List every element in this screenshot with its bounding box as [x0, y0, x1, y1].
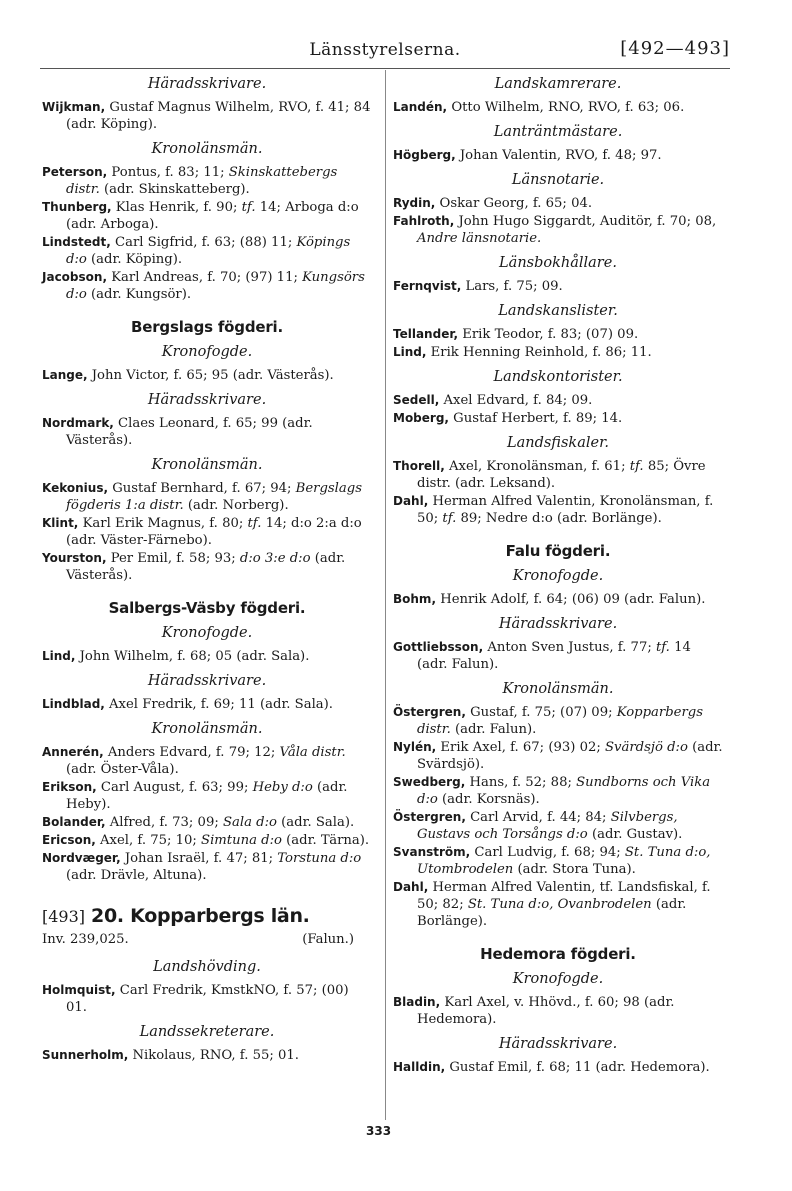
person-surname: Yourston,: [42, 551, 107, 565]
page-header: [40, 38, 730, 64]
entry-rest: (adr. Skinskatteberg).: [99, 182, 250, 197]
page-number: 333: [366, 1124, 392, 1138]
person-entry: [393, 879, 723, 930]
entry-text: Karl Andreas, f. 70; (97) 11;: [107, 270, 303, 285]
entry-italic: Bergslags fögderis 1:a distr.: [66, 481, 362, 513]
entry-italic: tf.: [655, 640, 670, 655]
person-entry: [42, 480, 372, 514]
person-entry: [42, 550, 372, 584]
entry-italic: Sundborns och Vika d:o: [417, 775, 711, 807]
person-entry: [42, 269, 372, 303]
section-heading: Landshövding.: [153, 959, 261, 975]
entry-italic: Torstuna d:o: [277, 851, 362, 866]
person-entry: [42, 367, 372, 384]
section-heading: Landskontorister.: [493, 369, 623, 385]
person-entry: [42, 99, 372, 133]
person-surname: Bohm,: [393, 592, 436, 606]
person-surname: Holmquist,: [42, 983, 116, 997]
entry-italic: Andre länsnotarie.: [417, 231, 542, 246]
person-entry: [393, 704, 723, 738]
person-surname: Nordvæger,: [42, 851, 121, 865]
entry-italic: Heby d:o: [252, 780, 313, 795]
entry-italic: Våla distr.: [279, 745, 346, 760]
entry-rest: 85; Övre distr. (adr. Leksand).: [417, 459, 706, 491]
entry-rest: (adr. Svärdsjö).: [417, 740, 723, 772]
person-entry: [42, 515, 372, 549]
entry-text: Axel Edvard, f. 84; 09.: [439, 393, 593, 408]
person-entry: [393, 195, 723, 212]
person-surname: Sedell,: [393, 393, 440, 407]
column-divider: [385, 70, 386, 1120]
entry-text: Johan Israël, f. 47; 81;: [120, 851, 278, 866]
person-surname: Högberg,: [393, 148, 456, 162]
person-surname: Lind,: [393, 345, 427, 359]
person-entry: [393, 99, 723, 116]
county-page-ref: [493]: [42, 907, 86, 926]
person-entry: [393, 213, 723, 247]
person-surname: Lind,: [42, 649, 76, 663]
person-entry: [393, 591, 723, 608]
entry-rest: (adr. Borlänge).: [417, 897, 687, 929]
section-heading: Kronofogde.: [161, 344, 253, 360]
section-heading: Lanträntmästare.: [493, 124, 623, 140]
person-surname: Dahl,: [393, 880, 429, 894]
entry-text: Claes Leonard, f. 65; 99 (adr. Västerås).: [66, 416, 313, 448]
person-entry: [393, 458, 723, 492]
person-surname: Landén,: [393, 100, 448, 114]
person-entry: [42, 199, 372, 233]
entry-text: Alfred, f. 73; 09;: [105, 815, 223, 830]
entry-text: Gustaf, f. 75; (07) 09;: [465, 705, 617, 720]
entry-italic: Silvbergs, Gustavs och Torsångs d:o: [417, 810, 678, 842]
entry-text: Gustaf Bernhard, f. 67; 94;: [108, 481, 296, 496]
entry-rest: (adr. Drävle, Altuna).: [66, 868, 207, 883]
person-surname: Bolander,: [42, 815, 106, 829]
person-entry: [393, 278, 723, 295]
person-surname: Peterson,: [42, 165, 108, 179]
entry-text: Per Emil, f. 58; 93;: [106, 551, 240, 566]
person-surname: Thorell,: [393, 459, 445, 473]
person-surname: Thunberg,: [42, 200, 112, 214]
entry-text: Anton Sven Justus, f. 77;: [483, 640, 656, 655]
section-heading: Häradsskrivare.: [498, 1036, 618, 1052]
entry-text: Hans, f. 52; 88;: [465, 775, 577, 790]
person-surname: Fahlroth,: [393, 214, 455, 228]
entry-text: Erik Henning Reinhold, f. 86; 11.: [426, 345, 652, 360]
population-line: [42, 931, 372, 951]
entry-text: Karl Erik Magnus, f. 80;: [78, 516, 248, 531]
district-heading: Hedemora fögderi.: [480, 945, 636, 963]
entry-text: Johan Valentin, RVO, f. 48; 97.: [455, 148, 662, 163]
entry-rest: (adr. Falun).: [450, 722, 537, 737]
person-surname: Lindstedt,: [42, 235, 111, 249]
person-entry: [42, 779, 372, 813]
entry-italic: d:o 3:e d:o: [239, 551, 311, 566]
section-heading: Kronolänsmän.: [502, 681, 614, 697]
person-entry: [393, 639, 723, 673]
district-heading: Salbergs-Väsby fögderi.: [108, 599, 306, 617]
entry-text: Axel Fredrik, f. 69; 11 (adr. Sala).: [104, 697, 333, 712]
entry-text: John Hugo Siggardt, Auditör, f. 70; 08,: [454, 214, 717, 229]
entry-italic: Köpings d:o: [66, 235, 351, 267]
section-heading: Kronofogde.: [161, 625, 253, 641]
person-entry: [42, 982, 372, 1016]
section-heading: Kronofogde.: [512, 971, 604, 987]
district-heading: Falu fögderi.: [505, 542, 611, 560]
person-surname: Nordmark,: [42, 416, 114, 430]
entry-italic: Kungsörs d:o: [66, 270, 365, 302]
entry-rest: 14; Arboga d:o (adr. Arboga).: [66, 200, 359, 232]
section-heading: Häradsskrivare.: [498, 616, 618, 632]
entry-text: Erik Teodor, f. 83; (07) 09.: [458, 327, 639, 342]
person-entry: [393, 392, 723, 409]
person-surname: Gottliebsson,: [393, 640, 484, 654]
entry-italic: St. Tuna d:o, Ovanbrodelen: [467, 897, 652, 912]
person-entry: [393, 410, 723, 427]
person-entry: [42, 832, 372, 849]
entry-italic: Sala d:o: [222, 815, 277, 830]
entry-text: Carl Ludvig, f. 68; 94;: [470, 845, 625, 860]
person-surname: Rydin,: [393, 196, 436, 210]
entry-rest: (adr. Öster-Våla).: [66, 762, 179, 777]
entry-rest: (adr. Heby).: [66, 780, 348, 812]
entry-text: Herman Alfred Valentin, tf. Landsfiskal, f. 50; 82;: [417, 880, 711, 912]
person-surname: Jacobson,: [42, 270, 107, 284]
entry-rest: (adr. Köping).: [86, 252, 183, 267]
running-title: Länsstyrelserna.: [309, 40, 461, 60]
person-surname: Östergren,: [393, 705, 466, 719]
entry-text: Otto Wilhelm, RNO, RVO, f. 63; 06.: [447, 100, 685, 115]
entry-rest: (adr. Kungsör).: [86, 287, 192, 302]
person-surname: Moberg,: [393, 411, 449, 425]
person-surname: Ericson,: [42, 833, 96, 847]
section-heading: Landsfiskaler.: [506, 435, 610, 451]
entry-italic: Kopparbergs distr.: [417, 705, 703, 737]
person-surname: Annerén,: [42, 745, 104, 759]
person-surname: Östergren,: [393, 810, 466, 824]
entry-rest: 89; Nedre d:o (adr. Borlänge).: [456, 511, 662, 526]
section-heading: Kronolänsmän.: [151, 141, 263, 157]
entry-italic: tf.: [442, 511, 457, 526]
person-entry: [42, 850, 372, 884]
section-heading: Landskanslister.: [498, 303, 618, 319]
entry-italic: tf.: [247, 516, 262, 531]
entry-text: Erik Axel, f. 67; (93) 02;: [436, 740, 605, 755]
county-heading: [42, 905, 372, 927]
district-heading: Bergslags fögderi.: [131, 318, 283, 336]
entry-rest: 14; d:o 2:a d:o (adr. Väster-Färnebo).: [66, 516, 362, 548]
section-heading: Häradsskrivare.: [147, 392, 267, 408]
person-surname: Dahl,: [393, 494, 429, 508]
entry-text: Anders Edvard, f. 79; 12;: [103, 745, 280, 760]
person-entry: [393, 994, 723, 1028]
person-surname: Halldin,: [393, 1060, 446, 1074]
person-entry: [393, 1059, 723, 1076]
entry-italic: tf.: [241, 200, 256, 215]
person-entry: [42, 164, 372, 198]
person-surname: Erikson,: [42, 780, 97, 794]
entry-text: Henrik Adolf, f. 64; (06) 09 (adr. Falun).: [436, 592, 706, 607]
entry-rest: (adr. Gustav).: [587, 827, 683, 842]
section-heading: Kronolänsmän.: [151, 457, 263, 473]
person-entry: [393, 326, 723, 343]
person-surname: Bladin,: [393, 995, 441, 1009]
section-heading: Häradsskrivare.: [147, 673, 267, 689]
entry-rest: (adr. Tärna).: [281, 833, 370, 848]
entry-rest: (adr. Stora Tuna).: [513, 862, 636, 877]
entry-italic: tf.: [629, 459, 644, 474]
header-rule: [40, 68, 730, 69]
entry-text: Carl Fredrik, KmstkNO, f. 57; (00) 01.: [66, 983, 349, 1015]
section-heading: Landskamrerare.: [494, 76, 622, 92]
entry-rest: 14 (adr. Falun).: [417, 640, 691, 672]
entry-text: Klas Henrik, f. 90;: [111, 200, 242, 215]
person-surname: Sunnerholm,: [42, 1048, 129, 1062]
entry-text: Carl Sigfrid, f. 63; (88) 11;: [110, 235, 297, 250]
entry-rest: (adr. Korsnäs).: [437, 792, 540, 807]
person-surname: Lange,: [42, 368, 88, 382]
entry-rest: (adr. Västerås).: [66, 551, 346, 583]
entry-text: Karl Axel, v. Hhövd., f. 60; 98 (adr. Hedemora).: [417, 995, 675, 1027]
person-surname: Swedberg,: [393, 775, 466, 789]
left-column: [42, 76, 372, 1065]
entry-text: Axel, f. 75; 10;: [95, 833, 202, 848]
county-seat: (Falun.): [302, 932, 354, 947]
section-heading: Landssekreterare.: [139, 1024, 275, 1040]
person-entry: [42, 744, 372, 778]
person-entry: [393, 493, 723, 527]
entry-text: Gustaf Emil, f. 68; 11 (adr. Hedemora).: [445, 1060, 710, 1075]
person-surname: Nylén,: [393, 740, 437, 754]
section-heading: Häradsskrivare.: [147, 76, 267, 92]
entry-italic: St. Tuna d:o, Utombrodelen: [417, 845, 711, 877]
person-surname: Fernqvist,: [393, 279, 462, 293]
entry-italic: Skinskattebergs distr.: [66, 165, 338, 197]
person-entry: [42, 415, 372, 449]
person-surname: Wijkman,: [42, 100, 106, 114]
person-entry: [393, 844, 723, 878]
entry-text: Axel, Kronolänsman, f. 61;: [444, 459, 630, 474]
entry-rest: (adr. Sala).: [276, 815, 355, 830]
entry-text: Gustaf Herbert, f. 89; 14.: [448, 411, 623, 426]
entry-text: Gustaf Magnus Wilhelm, RVO, f. 41; 84 (adr. Köping).: [66, 100, 371, 132]
person-entry: [393, 739, 723, 773]
person-surname: Svanström,: [393, 845, 471, 859]
right-column: [393, 76, 723, 1077]
person-entry: [42, 648, 372, 665]
person-surname: Klint,: [42, 516, 79, 530]
section-heading: Kronofogde.: [512, 568, 604, 584]
population: Inv. 239,025.: [42, 932, 129, 947]
entry-text: Lars, f. 75; 09.: [461, 279, 563, 294]
person-entry: [42, 234, 372, 268]
person-entry: [42, 696, 372, 713]
person-entry: [393, 809, 723, 843]
person-entry: [42, 1047, 372, 1064]
entry-text: Carl August, f. 63; 99;: [96, 780, 253, 795]
person-entry: [393, 774, 723, 808]
person-entry: [393, 147, 723, 164]
entry-text: John Victor, f. 65; 95 (adr. Västerås).: [87, 368, 334, 383]
person-entry: [42, 814, 372, 831]
entry-text: Herman Alfred Valentin, Kronolänsman, f. 50;: [417, 494, 714, 526]
entry-text: John Wilhelm, f. 68; 05 (adr. Sala).: [75, 649, 310, 664]
page-range: [492—493]: [620, 38, 730, 59]
person-surname: Tellander,: [393, 327, 459, 341]
person-entry: [393, 344, 723, 361]
county-name: 20. Kopparbergs län.: [91, 905, 310, 927]
person-surname: Kekonius,: [42, 481, 109, 495]
entry-italic: Simtuna d:o: [201, 833, 282, 848]
entry-text: Nikolaus, RNO, f. 55; 01.: [128, 1048, 299, 1063]
entry-italic: Svärdsjö d:o: [605, 740, 688, 755]
entry-text: Carl Arvid, f. 44; 84;: [465, 810, 611, 825]
entry-text: Pontus, f. 83; 11;: [107, 165, 229, 180]
entry-rest: (adr. Norberg).: [183, 498, 289, 513]
section-heading: Länsnotarie.: [511, 172, 605, 188]
person-surname: Lindblad,: [42, 697, 105, 711]
section-heading: Länsbokhållare.: [499, 255, 617, 271]
section-heading: Kronolänsmän.: [151, 721, 263, 737]
entry-text: Oskar Georg, f. 65; 04.: [435, 196, 593, 211]
